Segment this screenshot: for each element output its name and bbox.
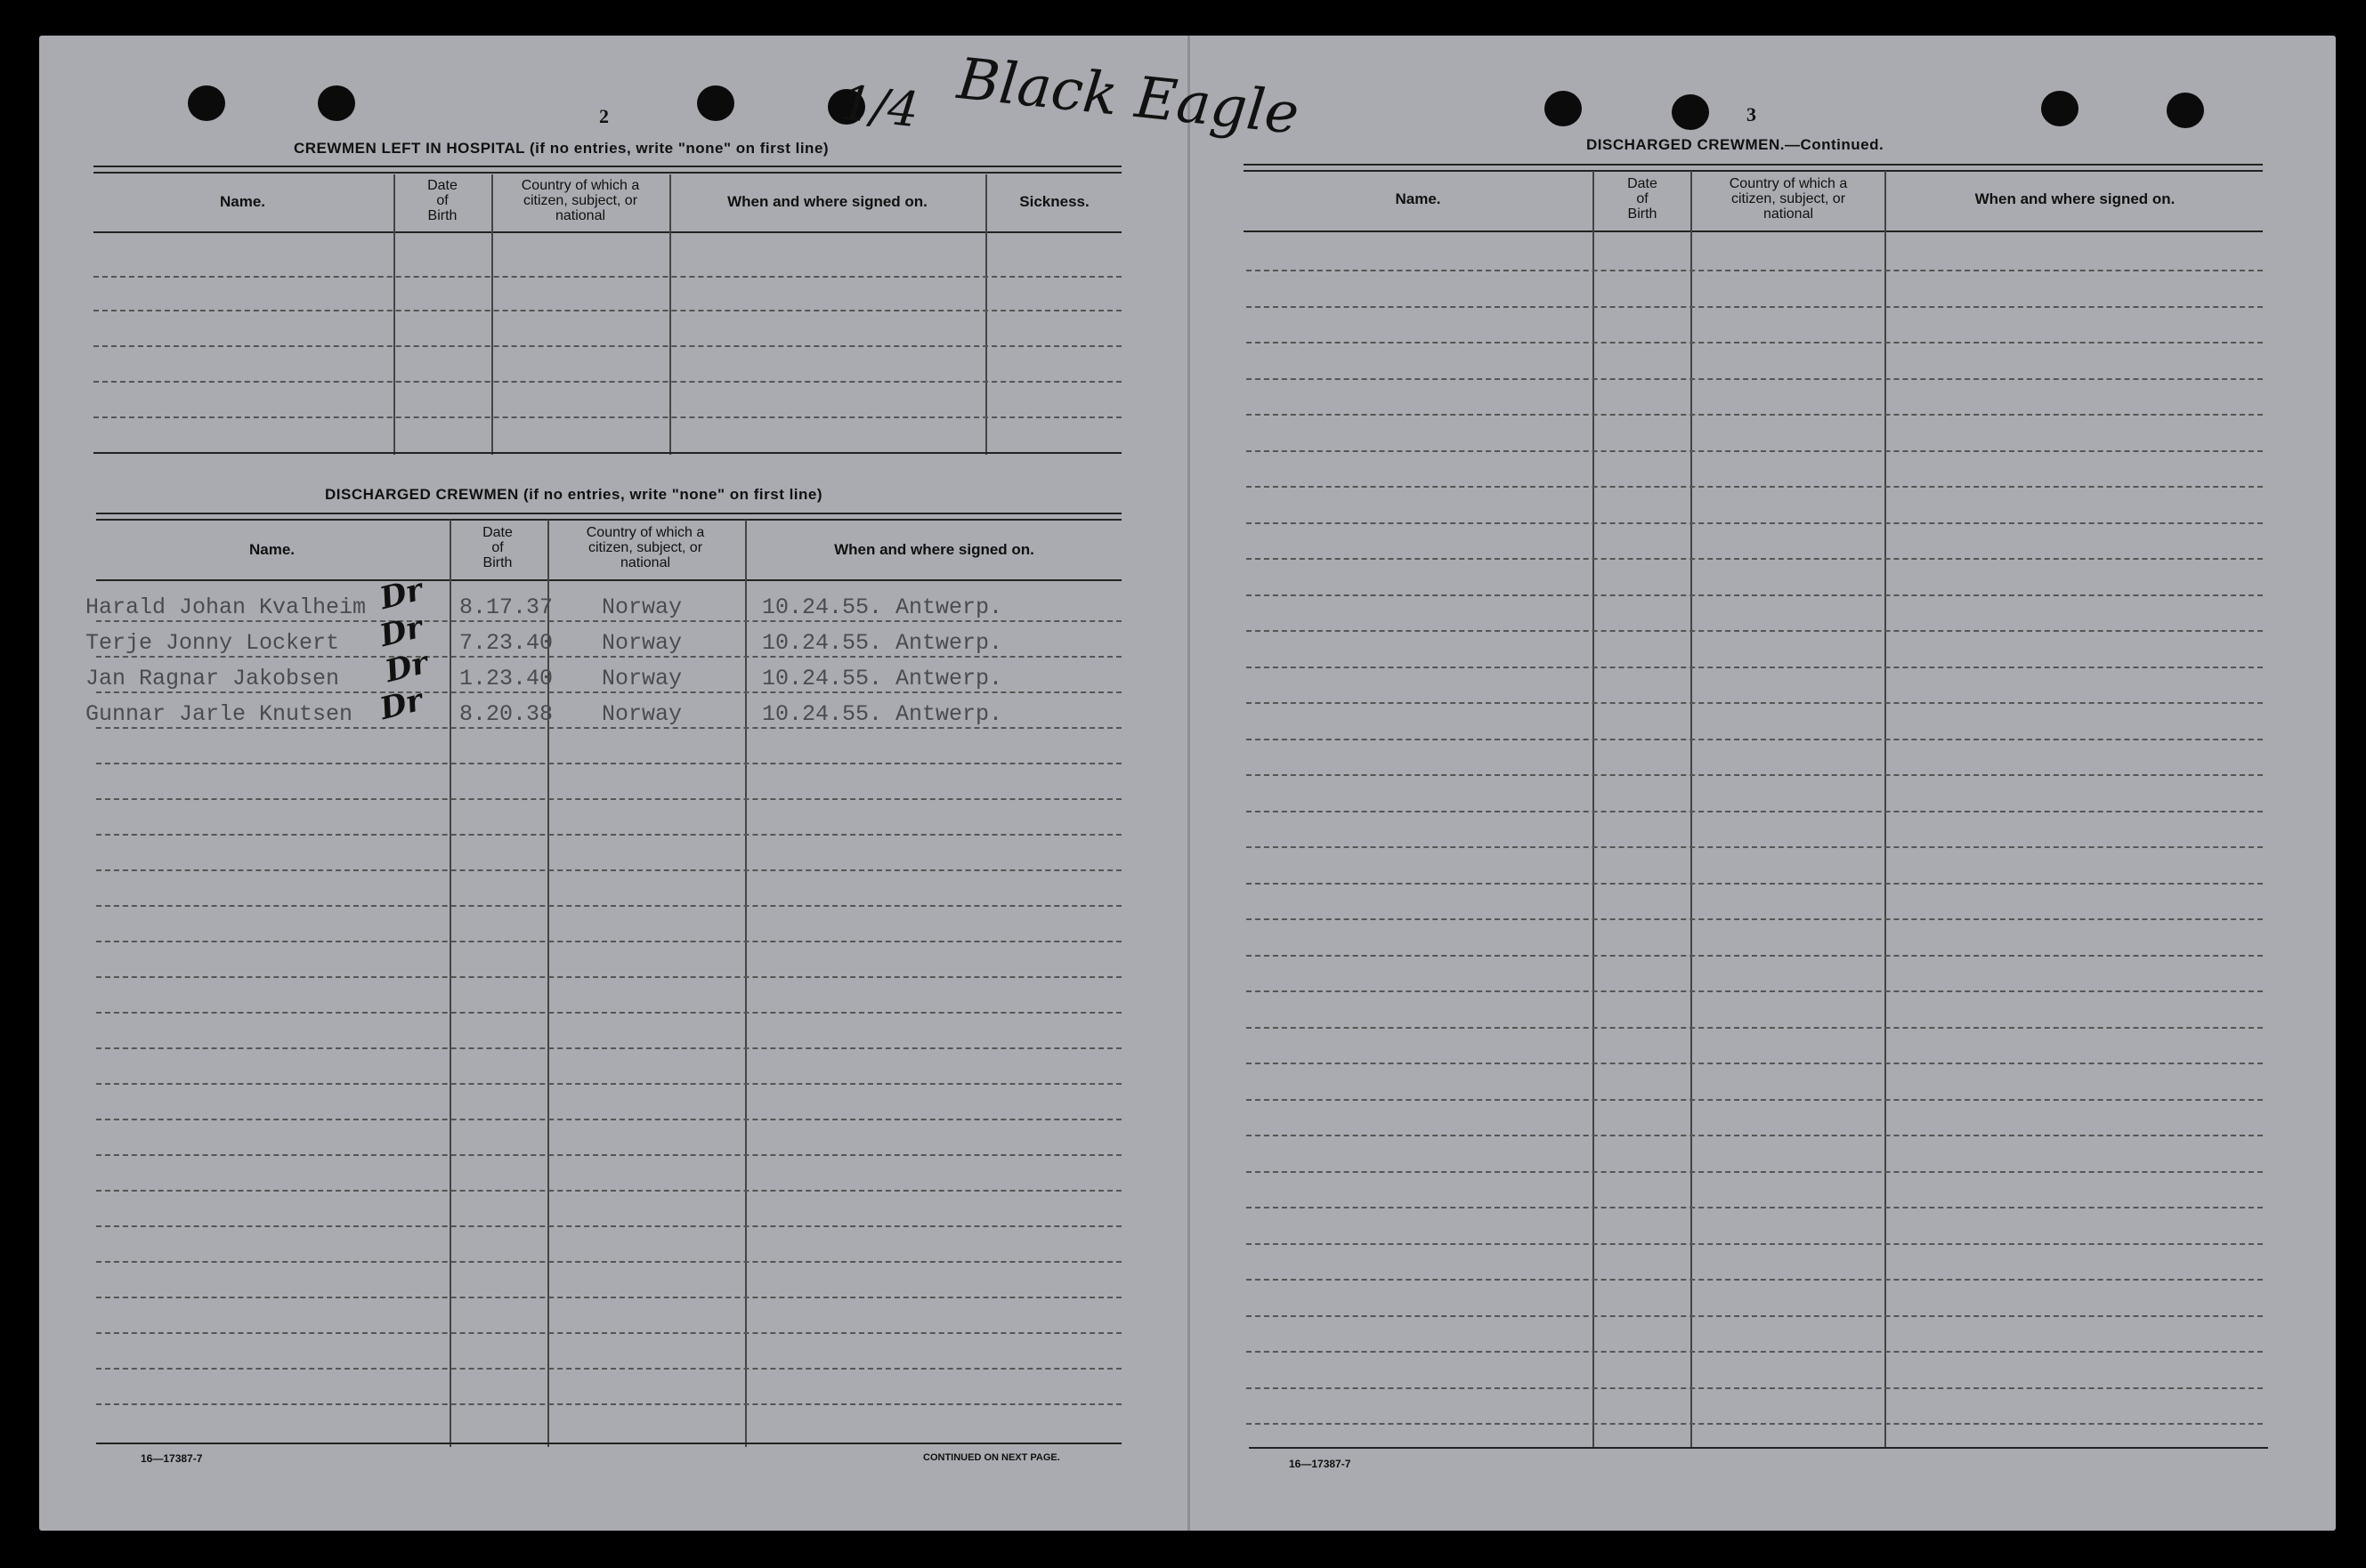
row-line <box>1246 450 2263 452</box>
row-line <box>96 1154 1122 1156</box>
hospital-col-country-line2: citizen, subject, or <box>523 193 638 208</box>
hospital-bottom-rule <box>93 452 1122 454</box>
row-line <box>1246 667 2263 668</box>
row-line <box>1246 414 2263 416</box>
discharged-col-dob-line3: Birth <box>482 555 513 570</box>
right-col-country-line3: national <box>1762 206 1814 222</box>
form-number-right: 16—17387-7 <box>1289 1458 1351 1470</box>
hospital-header-rule <box>93 231 1122 233</box>
right-top-rule <box>1244 164 2263 172</box>
row-line <box>1246 594 2263 596</box>
discharged-col-country-line3: national <box>620 555 671 570</box>
discharged-continued-title: DISCHARGED CREWMEN.—Continued. <box>1586 136 1884 153</box>
row-line <box>1246 1135 2263 1136</box>
hospital-col-sickness: Sickness. <box>1019 193 1090 210</box>
row-line <box>96 798 1122 800</box>
row-line <box>1246 1351 2263 1353</box>
punch-hole <box>1544 91 1582 126</box>
discharge-initials: Dr <box>381 644 432 691</box>
handwritten-ship-name: Black Eagle <box>954 46 1302 148</box>
punch-hole <box>2167 93 2204 128</box>
row-line <box>1246 1279 2263 1281</box>
row-line <box>96 1119 1122 1120</box>
row-line <box>1246 1063 2263 1064</box>
punch-hole <box>1672 94 1709 130</box>
row-line <box>1246 522 2263 524</box>
right-col-country <box>1691 176 1885 222</box>
crew-signed-on: 10.24.55. Antwerp. <box>762 701 1003 727</box>
discharge-initials: Dr <box>376 571 426 618</box>
row-line <box>96 1368 1122 1370</box>
right-col-dob-line3: Birth <box>1627 206 1657 222</box>
row-line <box>96 1012 1122 1014</box>
row-line <box>1246 270 2263 271</box>
row-line <box>1246 1243 2263 1245</box>
row-line <box>1246 955 2263 957</box>
discharged-col-name: Name. <box>248 541 296 558</box>
row-line <box>96 941 1122 942</box>
row-line <box>96 1047 1122 1049</box>
hospital-col-country-line3: national <box>555 208 606 223</box>
hospital-col-divider <box>669 174 671 455</box>
right-col-dob <box>1593 176 1691 222</box>
hospital-col-country-line1: Country of which a <box>521 178 640 193</box>
hospital-section-title: CREWMEN LEFT IN HOSPITAL (if no entries, write "none" on first line) <box>294 140 830 157</box>
row-line <box>96 834 1122 836</box>
row-line <box>96 1261 1122 1263</box>
row-line <box>96 1332 1122 1334</box>
row-line <box>96 1083 1122 1085</box>
page-number-left: 2 <box>599 105 609 127</box>
row-line <box>96 869 1122 871</box>
punch-hole <box>318 85 355 121</box>
hospital-col-dob-line3: Birth <box>427 208 458 223</box>
hospital-col-divider <box>393 174 395 455</box>
row-line <box>1246 1387 2263 1389</box>
row-line <box>1246 630 2263 632</box>
hospital-row-line <box>93 310 1122 311</box>
hospital-col-dob-line1: Date <box>427 178 458 193</box>
row-line <box>96 1225 1122 1227</box>
row-line <box>1246 1099 2263 1101</box>
punch-hole <box>188 85 225 121</box>
right-col-dob-line1: Date <box>1627 176 1657 191</box>
hospital-col-dob-line2: of <box>436 193 449 208</box>
row-line <box>96 691 1122 693</box>
discharged-col-divider <box>450 520 451 1447</box>
discharge-initials: Dr <box>376 609 426 655</box>
crew-signed-on: 10.24.55. Antwerp. <box>762 594 1003 620</box>
row-line <box>96 620 1122 622</box>
hospital-col-divider <box>985 174 987 455</box>
row-line <box>1246 774 2263 776</box>
row-line <box>1246 1027 2263 1029</box>
hospital-col-signed: When and where signed on. <box>727 193 928 210</box>
punch-hole <box>697 85 734 121</box>
discharged-col-country-line2: citizen, subject, or <box>587 540 703 555</box>
form-number-left: 16—17387-7 <box>141 1452 203 1465</box>
row-line <box>96 727 1122 729</box>
crew-name: Gunnar Jarle Knutsen <box>85 701 353 727</box>
hospital-col-name: Name. <box>219 193 266 210</box>
row-line <box>1246 486 2263 488</box>
row-line <box>1246 846 2263 848</box>
right-header-rule <box>1244 230 2263 232</box>
row-line <box>96 656 1122 658</box>
right-bottom-rule <box>1249 1447 2268 1449</box>
row-line <box>96 1190 1122 1192</box>
discharged-col-country-line1: Country of which a <box>586 525 705 540</box>
right-col-dob-line2: of <box>1636 191 1649 206</box>
right-col-signed: When and where signed on. <box>1974 190 2176 207</box>
crew-dob: 8.20.38 <box>459 701 554 727</box>
row-line <box>96 1297 1122 1298</box>
discharged-bottom-rule <box>96 1443 1122 1444</box>
row-line <box>1246 918 2263 920</box>
crew-country: Norway <box>602 594 683 620</box>
punch-hole <box>2041 91 2078 126</box>
row-line <box>1246 739 2263 740</box>
handwritten-count: 1/4 <box>838 74 921 139</box>
page-fold <box>1187 36 1190 1531</box>
discharged-col-dob-line2: of <box>491 540 504 555</box>
row-line <box>1246 702 2263 704</box>
crew-name: Terje Jonny Lockert <box>85 630 340 656</box>
row-line <box>96 976 1122 978</box>
crew-country: Norway <box>602 630 683 656</box>
discharge-initials: Dr <box>376 682 426 728</box>
crew-name: Jan Ragnar Jakobsen <box>85 666 340 691</box>
row-line <box>1246 378 2263 380</box>
crew-dob: 1.23.40 <box>459 666 554 691</box>
discharged-col-country <box>547 525 743 570</box>
crew-dob: 8.17.37 <box>459 594 554 620</box>
row-line <box>1246 1315 2263 1317</box>
hospital-col-dob <box>393 178 491 223</box>
right-col-name: Name. <box>1395 190 1441 207</box>
row-line <box>96 1403 1122 1405</box>
continued-note: CONTINUED ON NEXT PAGE. <box>923 1452 1060 1463</box>
crew-name: Harald Johan Kvalheim <box>85 594 367 620</box>
row-line <box>1246 306 2263 308</box>
right-col-country-line2: citizen, subject, or <box>1730 191 1846 206</box>
discharged-col-dob-line1: Date <box>482 525 513 540</box>
crew-dob: 7.23.40 <box>459 630 554 656</box>
hospital-row-line <box>93 416 1122 418</box>
row-line <box>1246 1423 2263 1425</box>
row-line <box>1246 883 2263 885</box>
right-col-country-line1: Country of which a <box>1729 176 1848 191</box>
hospital-row-line <box>93 381 1122 383</box>
hospital-col-divider <box>491 174 493 455</box>
hospital-row-line <box>93 276 1122 278</box>
hospital-row-line <box>93 345 1122 347</box>
crew-country: Norway <box>602 666 683 691</box>
discharged-col-divider <box>745 520 747 1447</box>
crew-signed-on: 10.24.55. Antwerp. <box>762 630 1003 656</box>
hospital-col-country <box>491 178 669 223</box>
crew-country: Norway <box>602 701 683 727</box>
discharged-section-title: DISCHARGED CREWMEN (if no entries, write "none" on first line) <box>325 486 823 503</box>
row-line <box>96 763 1122 764</box>
row-line <box>1246 558 2263 560</box>
discharged-col-divider <box>547 520 549 1447</box>
discharged-col-signed: When and where signed on. <box>834 541 1034 558</box>
row-line <box>1246 1171 2263 1173</box>
discharged-header-rule <box>96 579 1122 581</box>
row-line <box>1246 1207 2263 1208</box>
row-line <box>96 905 1122 907</box>
discharged-col-dob <box>450 525 546 570</box>
crew-signed-on: 10.24.55. Antwerp. <box>762 666 1003 691</box>
row-line <box>1246 811 2263 812</box>
hospital-top-rule <box>93 166 1122 174</box>
row-line <box>1246 342 2263 344</box>
page-number-right: 3 <box>1746 103 1756 125</box>
discharged-top-rule <box>96 513 1122 521</box>
row-line <box>1246 990 2263 992</box>
